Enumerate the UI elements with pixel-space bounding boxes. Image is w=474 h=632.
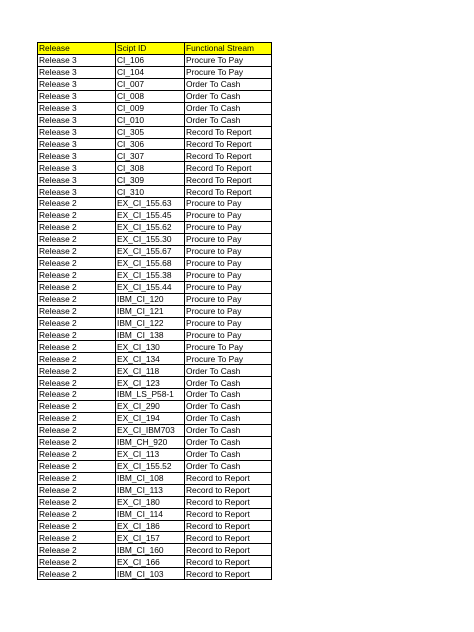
table-row <box>38 186 272 198</box>
cell-functional-stream: Record to Report <box>185 556 272 568</box>
cell-release: Release 2 <box>38 413 116 425</box>
cell-script-id: EX_CI_157 <box>116 532 185 544</box>
table-row <box>38 496 272 508</box>
cell-script-id: IBM_LS_P58-1 <box>116 389 185 401</box>
cell-release: Release 3 <box>38 138 116 150</box>
cell-script-id: CI_305 <box>116 126 185 138</box>
table-row <box>38 281 272 293</box>
cell-script-id: EX_CI_290 <box>116 401 185 413</box>
cell-functional-stream: Record to Report <box>185 496 272 508</box>
header-release: Release <box>38 43 116 55</box>
cell-functional-stream: Record To Report <box>185 162 272 174</box>
cell-release: Release 2 <box>38 210 116 222</box>
table-row <box>38 448 272 460</box>
cell-release: Release 2 <box>38 341 116 353</box>
cell-script-id: EX_CI_118 <box>116 365 185 377</box>
table-row <box>38 114 272 126</box>
cell-release: Release 3 <box>38 114 116 126</box>
release-script-table <box>37 42 272 580</box>
cell-functional-stream: Order To Cash <box>185 460 272 472</box>
cell-functional-stream: Procure to Pay <box>185 210 272 222</box>
cell-functional-stream: Order To Cash <box>185 365 272 377</box>
table-row <box>38 90 272 102</box>
cell-release: Release 2 <box>38 317 116 329</box>
cell-script-id: EX_CI_155.38 <box>116 269 185 281</box>
table-row <box>38 460 272 472</box>
cell-script-id: EX_CI_155.45 <box>116 210 185 222</box>
table-row <box>38 532 272 544</box>
cell-script-id: EX_CI_155.44 <box>116 281 185 293</box>
cell-script-id: IBM_CI_114 <box>116 508 185 520</box>
cell-functional-stream: Record to Report <box>185 484 272 496</box>
cell-script-id: EX_CI_155.52 <box>116 460 185 472</box>
table-row <box>38 472 272 484</box>
cell-release: Release 2 <box>38 377 116 389</box>
cell-release: Release 2 <box>38 401 116 413</box>
cell-release: Release 2 <box>38 484 116 496</box>
header-functional-stream: Functional Stream <box>185 43 272 55</box>
cell-functional-stream: Order To Cash <box>185 102 272 114</box>
table-row <box>38 568 272 580</box>
cell-release: Release 2 <box>38 222 116 234</box>
cell-script-id: EX_CI_130 <box>116 341 185 353</box>
table-row <box>38 484 272 496</box>
table-row <box>38 162 272 174</box>
cell-release: Release 2 <box>38 544 116 556</box>
cell-release: Release 3 <box>38 66 116 78</box>
cell-functional-stream: Record to Report <box>185 508 272 520</box>
cell-functional-stream: Order To Cash <box>185 436 272 448</box>
cell-functional-stream: Procure to Pay <box>185 293 272 305</box>
cell-script-id: EX_CI_113 <box>116 448 185 460</box>
table-row <box>38 425 272 437</box>
table-row <box>38 210 272 222</box>
cell-release: Release 3 <box>38 126 116 138</box>
table-row <box>38 234 272 246</box>
cell-release: Release 2 <box>38 269 116 281</box>
table-row <box>38 317 272 329</box>
cell-functional-stream: Procure to Pay <box>185 234 272 246</box>
cell-release: Release 2 <box>38 448 116 460</box>
cell-script-id: EX_CI_123 <box>116 377 185 389</box>
cell-functional-stream: Procure to Pay <box>185 305 272 317</box>
cell-release: Release 2 <box>38 508 116 520</box>
cell-functional-stream: Procure to Pay <box>185 281 272 293</box>
cell-release: Release 3 <box>38 174 116 186</box>
cell-script-id: CI_309 <box>116 174 185 186</box>
cell-release: Release 2 <box>38 556 116 568</box>
table-row <box>38 353 272 365</box>
header-row <box>38 43 272 55</box>
table-row <box>38 138 272 150</box>
table-row <box>38 222 272 234</box>
cell-functional-stream: Order To Cash <box>185 90 272 102</box>
table-row <box>38 78 272 90</box>
table-row <box>38 293 272 305</box>
cell-release: Release 2 <box>38 568 116 580</box>
cell-script-id: IBM_CI_121 <box>116 305 185 317</box>
cell-release: Release 2 <box>38 198 116 210</box>
cell-release: Release 2 <box>38 496 116 508</box>
table-row <box>38 66 272 78</box>
cell-script-id: CI_009 <box>116 102 185 114</box>
table-row <box>38 54 272 66</box>
cell-release: Release 3 <box>38 102 116 114</box>
cell-release: Release 2 <box>38 460 116 472</box>
cell-script-id: CI_306 <box>116 138 185 150</box>
cell-functional-stream: Record To Report <box>185 150 272 162</box>
cell-script-id: CI_310 <box>116 186 185 198</box>
cell-script-id: IBM_CI_122 <box>116 317 185 329</box>
table-header <box>38 43 272 55</box>
cell-functional-stream: Record To Report <box>185 138 272 150</box>
cell-release: Release 2 <box>38 472 116 484</box>
cell-release: Release 3 <box>38 162 116 174</box>
cell-release: Release 3 <box>38 90 116 102</box>
cell-script-id: EX_CI_155.30 <box>116 234 185 246</box>
cell-script-id: EX_CI_166 <box>116 556 185 568</box>
cell-functional-stream: Procure To Pay <box>185 341 272 353</box>
cell-functional-stream: Record to Report <box>185 520 272 532</box>
cell-release: Release 2 <box>38 305 116 317</box>
table-row <box>38 245 272 257</box>
table-row <box>38 365 272 377</box>
table-row <box>38 377 272 389</box>
table-row <box>38 556 272 568</box>
cell-functional-stream: Procure To Pay <box>185 66 272 78</box>
cell-release: Release 2 <box>38 532 116 544</box>
cell-release: Release 2 <box>38 389 116 401</box>
cell-release: Release 2 <box>38 353 116 365</box>
cell-functional-stream: Order To Cash <box>185 401 272 413</box>
table-row <box>38 257 272 269</box>
cell-script-id: CI_007 <box>116 78 185 90</box>
cell-script-id: IBM_CI_160 <box>116 544 185 556</box>
table-row <box>38 520 272 532</box>
table-row <box>38 508 272 520</box>
header-script-id: Scipt ID <box>116 43 185 55</box>
cell-functional-stream: Record To Report <box>185 126 272 138</box>
cell-release: Release 3 <box>38 150 116 162</box>
table-row <box>38 413 272 425</box>
cell-release: Release 2 <box>38 520 116 532</box>
cell-script-id: CI_106 <box>116 54 185 66</box>
cell-script-id: EX_CI_194 <box>116 413 185 425</box>
cell-functional-stream: Order To Cash <box>185 448 272 460</box>
cell-functional-stream: Procure To Pay <box>185 353 272 365</box>
cell-functional-stream: Procure to Pay <box>185 222 272 234</box>
cell-functional-stream: Order To Cash <box>185 78 272 90</box>
table-body <box>38 54 272 579</box>
cell-functional-stream: Procure to Pay <box>185 317 272 329</box>
cell-script-id: IBM_CI_108 <box>116 472 185 484</box>
cell-release: Release 2 <box>38 245 116 257</box>
cell-release: Release 2 <box>38 234 116 246</box>
cell-functional-stream: Record to Report <box>185 544 272 556</box>
cell-functional-stream: Record To Report <box>185 174 272 186</box>
cell-script-id: EX_CI_186 <box>116 520 185 532</box>
cell-script-id: IBM_CI_120 <box>116 293 185 305</box>
cell-release: Release 2 <box>38 436 116 448</box>
cell-functional-stream: Order To Cash <box>185 114 272 126</box>
cell-functional-stream: Order To Cash <box>185 413 272 425</box>
cell-script-id: EX_CI_134 <box>116 353 185 365</box>
cell-script-id: IBM_CI_138 <box>116 329 185 341</box>
cell-script-id: CI_010 <box>116 114 185 126</box>
table-row <box>38 544 272 556</box>
table-row <box>38 436 272 448</box>
cell-script-id: CI_008 <box>116 90 185 102</box>
cell-functional-stream: Procure to Pay <box>185 329 272 341</box>
cell-release: Release 2 <box>38 293 116 305</box>
cell-script-id: IBM_CI_113 <box>116 484 185 496</box>
cell-functional-stream: Procure to Pay <box>185 269 272 281</box>
cell-functional-stream: Record to Report <box>185 532 272 544</box>
table-row <box>38 198 272 210</box>
table-row <box>38 389 272 401</box>
cell-functional-stream: Procure to Pay <box>185 257 272 269</box>
cell-script-id: EX_CI_180 <box>116 496 185 508</box>
cell-script-id: EX_CI_155.63 <box>116 198 185 210</box>
cell-release: Release 2 <box>38 425 116 437</box>
cell-release: Release 3 <box>38 78 116 90</box>
cell-functional-stream: Order To Cash <box>185 389 272 401</box>
cell-script-id: EX_CI_155.68 <box>116 257 185 269</box>
cell-functional-stream: Procure to Pay <box>185 245 272 257</box>
table-row <box>38 401 272 413</box>
cell-functional-stream: Record to Report <box>185 472 272 484</box>
cell-functional-stream: Record to Report <box>185 568 272 580</box>
cell-functional-stream: Order To Cash <box>185 377 272 389</box>
cell-functional-stream: Record To Report <box>185 186 272 198</box>
table-row <box>38 329 272 341</box>
cell-functional-stream: Order To Cash <box>185 425 272 437</box>
table-row <box>38 174 272 186</box>
cell-functional-stream: Procure to Pay <box>185 198 272 210</box>
table-row <box>38 269 272 281</box>
cell-functional-stream: Procure To Pay <box>185 54 272 66</box>
cell-release: Release 2 <box>38 257 116 269</box>
cell-release: Release 2 <box>38 281 116 293</box>
cell-release: Release 2 <box>38 365 116 377</box>
table-row <box>38 341 272 353</box>
cell-script-id: IBM_CH_920 <box>116 436 185 448</box>
table-row <box>38 150 272 162</box>
cell-script-id: IBM_CI_103 <box>116 568 185 580</box>
cell-script-id: EX_CI_155.62 <box>116 222 185 234</box>
cell-release: Release 3 <box>38 54 116 66</box>
cell-release: Release 2 <box>38 329 116 341</box>
table-row <box>38 126 272 138</box>
table-row <box>38 102 272 114</box>
cell-script-id: EX_CI_IBM703 <box>116 425 185 437</box>
cell-script-id: EX_CI_155.67 <box>116 245 185 257</box>
cell-release: Release 3 <box>38 186 116 198</box>
table-row <box>38 305 272 317</box>
cell-script-id: CI_308 <box>116 162 185 174</box>
cell-script-id: CI_307 <box>116 150 185 162</box>
cell-script-id: CI_104 <box>116 66 185 78</box>
